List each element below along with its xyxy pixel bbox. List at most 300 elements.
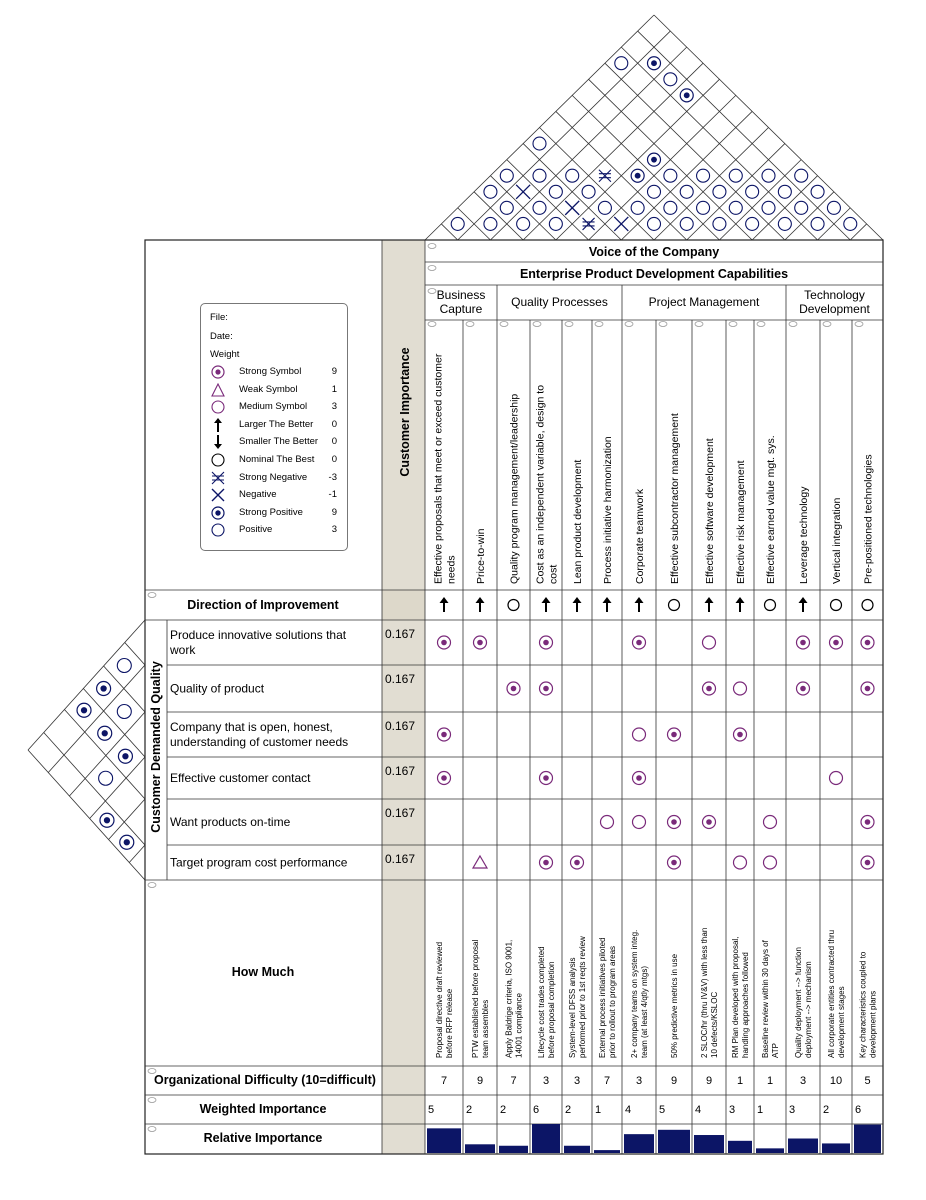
how-much-text: 2 SLOC/hr (thru IV&V) with less than	[700, 927, 709, 1058]
legend-item-name: Larger The Better	[239, 418, 314, 430]
strong-symbol-icon	[800, 640, 806, 646]
anchor-icon	[595, 322, 603, 327]
how-much-text: 50% predictive metrics in use	[670, 953, 679, 1058]
strong-symbol-icon	[671, 732, 677, 738]
difficulty-value: 7	[603, 1075, 611, 1087]
positive-icon	[795, 169, 808, 182]
relative-bar	[465, 1144, 495, 1153]
weighted-value: 5	[659, 1104, 666, 1116]
difficulty-value: 1	[736, 1075, 744, 1087]
medium-symbol-icon	[633, 816, 646, 829]
positive-icon	[648, 185, 661, 198]
positive-icon	[582, 185, 595, 198]
positive-icon	[762, 201, 775, 214]
legend-item-weight: -1	[328, 489, 337, 501]
legend-item-weight: 3	[331, 401, 337, 413]
difficulty-value: 3	[573, 1075, 581, 1087]
voice-of-company-title: Voice of the Company	[588, 245, 720, 259]
row-importance: 0.167	[385, 719, 416, 733]
column-title: Process initiative harmonization	[602, 436, 614, 584]
anchor-icon	[148, 1098, 156, 1103]
roof-line	[589, 95, 736, 240]
strong-positive-icon	[124, 839, 130, 845]
left-roof-line	[44, 733, 145, 846]
customer-importance-label: Customer Importance	[398, 347, 412, 477]
positive-icon	[549, 185, 562, 198]
roof-line	[654, 128, 769, 241]
weak-symbol-icon	[473, 856, 487, 868]
relative-bar	[658, 1130, 690, 1153]
strong-negative-icon	[210, 471, 226, 485]
strong-positive-icon	[104, 817, 110, 823]
legend-item-name: Positive	[239, 524, 273, 536]
legend-row	[201, 470, 347, 486]
strong-negative-icon	[583, 218, 595, 230]
nominal-circle-icon	[210, 453, 226, 467]
nominal-circle-icon	[827, 201, 840, 214]
direction-shade	[382, 590, 425, 620]
legend-row	[201, 382, 347, 398]
roof-line	[850, 224, 866, 240]
nominal-circle-icon	[664, 169, 677, 182]
positive-icon	[500, 169, 513, 182]
legend-row	[201, 434, 347, 450]
relative-bar	[499, 1146, 528, 1153]
how-much-text: Proposal directive draft reviewed	[435, 941, 444, 1058]
how-much-text: development stages	[837, 986, 846, 1058]
anchor-icon	[659, 322, 667, 327]
column-title: Effective risk management	[735, 460, 747, 584]
how-much-text: team (at least 4/qtly mtgs)	[640, 965, 649, 1058]
negative-icon	[516, 185, 530, 199]
anchor-icon	[148, 1069, 156, 1074]
nominal-circle-icon	[669, 600, 680, 611]
row-label: work	[170, 643, 196, 657]
column-title: Price-to-win	[475, 528, 487, 584]
weighted-value: 1	[757, 1104, 764, 1116]
how-much-text: Key characteristics coupled to	[858, 951, 868, 1058]
customer-demanded-quality-label: Customer Demanded Quality	[149, 661, 163, 833]
medium-symbol-icon	[703, 636, 716, 649]
negative-icon	[565, 201, 579, 215]
roof-line	[719, 160, 801, 240]
positive-icon	[484, 185, 497, 198]
roof-line	[540, 128, 655, 241]
anchor-icon	[148, 1127, 156, 1132]
strong-symbol-icon	[671, 819, 677, 825]
difficulty-value: 3	[542, 1075, 550, 1087]
row-label: Company that is open, honest,	[170, 720, 333, 734]
anchor-icon	[428, 266, 436, 271]
arrow-up-icon	[635, 597, 644, 603]
capabilities-title: Enterprise Product Development Capabilities	[519, 267, 789, 281]
medium-symbol-icon	[601, 816, 614, 829]
group-label: Capture	[439, 302, 483, 316]
legend-item-name: Smaller The Better	[239, 436, 319, 448]
legend-item-weight: 0	[331, 436, 337, 448]
row-importance: 0.167	[385, 627, 416, 641]
column-title: Effective subcontractor management	[669, 413, 681, 584]
anchor-icon	[148, 883, 156, 888]
legend-row	[201, 364, 347, 380]
legend-item-name: Medium Symbol	[239, 401, 308, 413]
group-label: Project Management	[648, 295, 760, 309]
weighted-value: 6	[533, 1104, 540, 1116]
legend-item-name: Strong Symbol	[239, 366, 302, 377]
strong-positive-icon	[122, 753, 128, 759]
column-title: needs	[445, 555, 458, 584]
nominal-circle-icon	[713, 185, 726, 198]
group-label: Business	[436, 288, 486, 302]
roof-line	[523, 63, 703, 240]
how-much-text: ATP	[771, 1043, 780, 1058]
how-much-text: 10 defects/KSLOC	[710, 991, 719, 1058]
arrow-down-icon	[210, 435, 226, 449]
strong-positive-icon	[102, 730, 108, 736]
positive-icon	[697, 201, 710, 214]
arrow-up-icon	[603, 597, 612, 603]
nominal-circle-icon	[117, 659, 131, 673]
difficulty-value: 9	[670, 1075, 678, 1087]
relative-importance-bars	[427, 1124, 881, 1153]
arrow-up-icon	[440, 597, 449, 603]
nominal-circle-icon	[778, 185, 791, 198]
row-label: understanding of customer needs	[170, 735, 349, 749]
medium-symbol-icon	[734, 856, 747, 869]
relative-bar	[427, 1128, 461, 1153]
nominal-circle-icon	[451, 217, 464, 230]
difficulty-value: 7	[440, 1075, 448, 1087]
medium-symbol-icon	[764, 856, 777, 869]
legend-item-weight: 3	[331, 524, 337, 536]
difficulty-value: 3	[635, 1075, 643, 1087]
positive-icon	[844, 217, 857, 230]
strong-symbol-icon	[441, 775, 447, 781]
legend-item-weight: -3	[328, 471, 337, 483]
legend-weight-label: Weight	[210, 349, 240, 360]
strong-symbol-icon	[636, 640, 642, 646]
anchor-icon	[428, 322, 436, 327]
strong-symbol-icon	[865, 640, 871, 646]
group-label: Quality Processes	[511, 295, 608, 309]
column-title: Quality program management/leadership	[508, 393, 521, 584]
how-much-text: 2+ company teams on system integ.	[630, 929, 639, 1058]
weighted-value: 1	[595, 1104, 602, 1116]
nominal-circle-icon	[533, 137, 546, 150]
difficulty-label: Organizational Difficulty (10=difficult)	[154, 1073, 376, 1087]
group-label: Development	[799, 302, 870, 316]
how-much-text: 14001 compliance	[514, 993, 524, 1058]
row-label: Target program cost performance	[170, 855, 348, 870]
arrow-up-icon	[799, 597, 808, 603]
column-title: Leverage technology	[798, 486, 810, 584]
how-much-text: Baseline review within 30 days of	[761, 940, 770, 1058]
arrow-up-icon	[476, 597, 485, 603]
medium-symbol-icon	[633, 728, 646, 741]
how-much-text: deployment --> mechanism	[804, 961, 813, 1058]
legend-file-label: File:	[210, 312, 228, 323]
nominal-circle-icon	[117, 705, 131, 719]
relative-bar	[756, 1148, 784, 1153]
legend-row	[201, 522, 347, 538]
positive-icon	[729, 169, 742, 182]
strong-symbol-icon	[441, 732, 447, 738]
positive-icon	[697, 169, 710, 182]
row-label: Want products on-time	[170, 815, 291, 829]
column-title: Vertical integration	[831, 497, 843, 584]
how-much-text: before RFP release	[445, 988, 454, 1058]
anchor-icon	[428, 289, 436, 294]
relative-bar	[594, 1150, 620, 1153]
how-much-text: System-level DFSS analysis	[568, 957, 577, 1058]
column-titles	[433, 353, 875, 584]
nominal-circle-icon	[664, 201, 677, 214]
roof-correlation-grid	[425, 15, 883, 240]
strong-positive-icon	[100, 685, 106, 691]
column-title: Corporate teamwork	[634, 488, 646, 584]
legend-date-label: Date:	[210, 331, 233, 342]
legend-item-name: Strong Positive	[239, 506, 303, 518]
difficulty-value: 1	[766, 1075, 774, 1087]
how-much-text: prior to rollout to program areas	[608, 945, 617, 1058]
how-much-text: team assembles	[481, 999, 490, 1058]
weighted-value: 2	[823, 1104, 830, 1116]
column-title: Cost as an independent variable, design to	[534, 384, 547, 584]
relative-bar	[788, 1139, 818, 1154]
strong-symbol-icon	[574, 860, 580, 866]
arrow-up-icon	[573, 597, 582, 603]
nominal-circle-icon	[862, 600, 873, 611]
anchor-icon	[757, 322, 765, 327]
how-much-text: handling approaches followed	[741, 952, 750, 1058]
positive-icon	[210, 523, 226, 537]
left-roof-line	[69, 712, 145, 796]
medium-symbol-icon	[830, 772, 843, 785]
positive-icon	[778, 217, 791, 230]
anchor-icon	[466, 322, 474, 327]
nominal-circle-icon	[680, 217, 693, 230]
row-importance: 0.167	[385, 806, 416, 820]
nominal-circle-icon	[765, 600, 776, 611]
weighted-value: 4	[625, 1104, 632, 1116]
row-importance: 0.167	[385, 672, 416, 686]
row-label: Effective customer contact	[170, 771, 311, 785]
strong-symbol-icon	[671, 860, 677, 866]
medium-symbol-icon	[734, 682, 747, 695]
relative-bar	[694, 1135, 724, 1153]
strong-symbol-icon	[706, 819, 712, 825]
legend-row	[201, 417, 347, 433]
strong-symbol-icon	[865, 860, 871, 866]
positive-icon	[762, 169, 775, 182]
nominal-circle-icon	[598, 201, 611, 214]
difficulty-value: 7	[510, 1075, 517, 1087]
nominal-circle-icon	[664, 73, 677, 86]
roof-line	[605, 63, 785, 240]
arrow-up-icon	[542, 597, 551, 603]
strong-positive-icon	[651, 60, 657, 66]
left-roof-line	[28, 750, 145, 880]
legend-item-weight: 9	[331, 506, 337, 518]
weighted-label: Weighted Importance	[199, 1102, 327, 1116]
nominal-circle-icon	[648, 217, 661, 230]
how-much-text: RM Plan developed with proposal,	[731, 936, 740, 1058]
legend-row	[201, 399, 347, 415]
positive-icon	[484, 217, 497, 230]
weighted-value: 6	[855, 1104, 862, 1116]
strong-positive-icon	[651, 157, 657, 163]
strong-negative-icon	[599, 170, 611, 182]
column-title: cost	[547, 564, 560, 584]
how-much-text: All corporate entities contracted thru	[827, 929, 836, 1058]
weighted-value: 3	[789, 1104, 796, 1116]
column-title: Effective earned value mgt. sys.	[765, 435, 777, 584]
legend-row	[201, 505, 347, 521]
relative-bar	[854, 1125, 881, 1153]
strong-positive-icon	[635, 173, 641, 179]
anchor-icon	[428, 244, 436, 249]
strong-symbol-icon	[543, 686, 549, 692]
strong-positive-icon	[684, 92, 690, 98]
strong-symbol-icon	[706, 686, 712, 692]
relative-bar	[822, 1143, 850, 1153]
legend-item-name: Nominal The Best	[239, 454, 315, 465]
strong-positive-icon	[210, 506, 226, 520]
how-much-text: performed prior to 1st reqts review	[578, 936, 587, 1058]
strong-symbol-icon	[441, 640, 447, 646]
legend-item-name: Weak Symbol	[239, 383, 298, 395]
legend-item-weight: 1	[331, 383, 337, 395]
positive-icon	[533, 201, 546, 214]
anchor-icon	[823, 322, 831, 327]
arrow-up-icon	[736, 597, 745, 603]
positive-icon	[811, 217, 824, 230]
bottom-values	[428, 1075, 871, 1116]
arrow-up-icon	[210, 418, 226, 432]
weighted-value: 3	[729, 1104, 736, 1116]
strong-symbol-icon	[511, 686, 517, 692]
how-much-text: Apply Baldrige criteria, ISO 9001,	[504, 939, 514, 1058]
roof-line	[638, 31, 851, 240]
column-title: Lean product development	[572, 459, 584, 584]
strong-symbol-icon	[865, 819, 871, 825]
roof-line	[474, 192, 523, 240]
how-much-text: PTW established before proposal	[471, 939, 480, 1058]
anchor-icon	[789, 322, 797, 327]
weighted-value: 2	[500, 1104, 507, 1116]
legend-item-name: Strong Negative	[239, 471, 308, 483]
capability-groups	[437, 288, 871, 316]
strong-symbol-icon	[543, 640, 549, 646]
column-title: Pre-positioned technologies	[862, 454, 875, 584]
relative-bar	[564, 1146, 590, 1153]
legend-item-name: Negative	[239, 489, 277, 501]
how-much-text: Quality deployment --> function	[794, 947, 803, 1058]
strong-symbol-icon	[477, 640, 483, 646]
nominal-circle-icon	[517, 217, 530, 230]
anchor-icon	[500, 322, 508, 327]
difficulty-value: 5	[864, 1075, 871, 1087]
row-label: Quality of product	[170, 681, 265, 696]
relative-bar	[532, 1124, 560, 1153]
nominal-circle-icon	[508, 600, 519, 611]
how-much-text: External process initiatives piloted	[598, 937, 607, 1058]
anchor-icon	[625, 322, 633, 327]
anchor-icon	[148, 593, 156, 598]
weighted-value: 2	[466, 1104, 473, 1116]
positive-icon	[549, 217, 562, 230]
how-much-label: How Much	[231, 965, 295, 979]
row-importance: 0.167	[385, 764, 416, 778]
difficulty-value: 9	[705, 1075, 713, 1087]
anchor-icon	[565, 322, 573, 327]
row-importance: 0.167	[385, 852, 416, 866]
strong-symbol-icon	[210, 365, 226, 379]
nominal-circle-icon	[746, 217, 759, 230]
direction-label: Direction of Improvement	[187, 598, 339, 612]
legend-row	[201, 487, 347, 503]
left-roof-line	[48, 665, 145, 773]
difficulty-value: 9	[476, 1075, 484, 1087]
how-much-text: before proposal completion	[547, 961, 556, 1058]
medium-symbol-icon	[764, 816, 777, 829]
legend-item-weight: 0	[331, 454, 337, 465]
roof-line	[785, 192, 834, 240]
roof-line	[507, 160, 589, 240]
strong-symbol-icon	[543, 860, 549, 866]
column-title: Effective proposals that meet or exceed customer	[432, 353, 445, 584]
roof-line	[458, 31, 671, 240]
weak-symbol-icon	[210, 383, 226, 397]
row-label: Produce innovative solutions that	[170, 628, 347, 642]
strong-symbol-icon	[543, 775, 549, 781]
positive-icon	[795, 201, 808, 214]
weighted-value: 4	[695, 1104, 702, 1116]
column-title: Effective software development	[704, 438, 716, 584]
nominal-circle-icon	[746, 185, 759, 198]
legend-item-weight: 9	[331, 366, 337, 377]
roof-line	[441, 224, 457, 240]
nominal-circle-icon	[831, 600, 842, 611]
strong-symbol-icon	[833, 640, 839, 646]
relative-bar	[728, 1141, 752, 1153]
difficulty-value: 10	[829, 1075, 843, 1087]
left-roof-line	[90, 757, 145, 819]
strong-symbol-icon	[865, 686, 871, 692]
nominal-circle-icon	[615, 57, 628, 70]
nominal-circle-icon	[729, 201, 742, 214]
positive-icon	[533, 169, 546, 182]
negative-icon	[210, 488, 226, 502]
negative-icon	[614, 217, 628, 231]
positive-icon	[566, 169, 579, 182]
relative-label: Relative Importance	[203, 1131, 323, 1145]
nominal-circle-icon	[811, 185, 824, 198]
arrow-up-icon	[705, 597, 714, 603]
positive-icon	[680, 185, 693, 198]
left-roof-line	[125, 643, 145, 666]
positive-icon	[631, 201, 644, 214]
row-labels	[169, 627, 415, 870]
how-much-text: Lifecycle cost trades completed	[537, 946, 546, 1058]
legend-box	[200, 303, 348, 551]
nominal-circle-icon	[500, 201, 513, 214]
weighted-value: 2	[565, 1104, 572, 1116]
nominal-circle-icon	[99, 771, 113, 785]
anchor-icon	[533, 322, 541, 327]
anchor-icon	[695, 322, 703, 327]
how-much-text: development plans	[868, 990, 878, 1058]
